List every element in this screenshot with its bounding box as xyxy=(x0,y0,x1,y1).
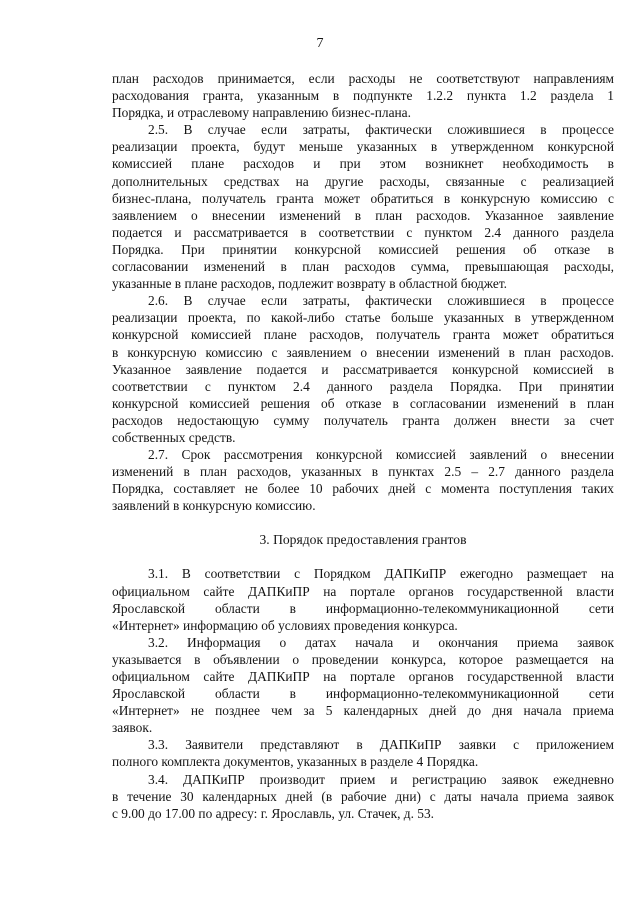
text-line: в конкурсную комиссию с заявлением о внесении изменений в план расходов. xyxy=(112,344,614,360)
text-line: заявлений в конкурсную комиссию. xyxy=(112,498,316,514)
text-line: конкурсной комиссией решения об отказе в согласовании изменений в план xyxy=(112,395,614,411)
text-line: «Интернет» не позднее чем за 5 календарных дней до дня начала приема xyxy=(112,703,614,719)
paragraph-3-2 xyxy=(112,634,614,737)
text-line: план расходов принимается, если расходы не соответствуют направлениям xyxy=(112,71,614,86)
document-body xyxy=(112,70,614,822)
text-line: заявок. xyxy=(112,720,153,736)
text-line: соответствии с пунктом 2.4 данного раздела Порядка. При принятии xyxy=(112,378,614,394)
paragraph-2-5 xyxy=(112,121,614,292)
text-line: официальном сайте ДАПКиПР на портале органов государственной власти xyxy=(112,669,614,684)
paragraph-continuation xyxy=(112,70,614,121)
text-line: согласовании изменений в план расходов сумма, превышающая расходы, xyxy=(112,259,614,275)
text-line: реализации проекта, будут меньше указанных в утвержденном конкурсной xyxy=(112,139,614,155)
text-line: Ярославской области в информационно-телекоммуникационной сети xyxy=(112,686,614,702)
text-line: указанные в плане расходов, подлежит возврату в областной бюджет. xyxy=(112,276,508,292)
text-line: собственных средств. xyxy=(112,429,236,445)
text-line: 2.6. В случае если затраты, фактически сложившиеся в процессе xyxy=(148,293,614,309)
text-line: Порядка, составляет не более 10 рабочих дней с момента поступления таких xyxy=(112,481,614,497)
paragraph-3-3 xyxy=(112,736,614,770)
text-line: 3.4. ДАПКиПР производит прием и регистрацию заявок ежедневно xyxy=(148,771,614,787)
text-line: с 9.00 до 17.00 по адресу: г. Ярославль, ул. Стачек, д. 53. xyxy=(112,805,435,821)
page-number: 7 xyxy=(316,36,324,51)
text-line: конкурсной комиссией плане расходов, получатель гранта может обратиться xyxy=(112,327,614,343)
text-line: Ярославской области в информационно-телекоммуникационной сети xyxy=(112,600,614,616)
text-line: 3.1. В соответствии с Порядком ДАПКиПР ежегодно размещает на xyxy=(148,566,614,582)
section-title: 3. Порядок предоставления грантов xyxy=(259,532,467,548)
text-line: указывается в объявлении о проведении конкурса, которое размещается на xyxy=(112,651,614,667)
paragraph-2-7 xyxy=(112,446,614,514)
text-line: официальном сайте ДАПКиПР на портале органов государственной власти xyxy=(112,583,614,599)
text-line: дополнительных средствах на другие расходы, связанные с реализацией xyxy=(112,173,614,189)
text-line: комиссией плане расходов и при этом возникнет необходимость в xyxy=(112,156,614,172)
text-line: Порядка. При принятии конкурсной комиссией решения об отказе в xyxy=(112,241,614,257)
text-line: в течение 30 календарных дней (в рабочие дни) с даты начала приема заявок xyxy=(112,788,614,804)
text-line: заявлением о внесении изменений в план расходов. Указанное заявление xyxy=(112,207,614,223)
paragraph-2-6 xyxy=(112,292,614,446)
paragraph-3-1 xyxy=(112,565,614,633)
text-line: Указанное заявление подается и рассматривается конкурсной комиссией в xyxy=(112,361,614,377)
text-line: расходов недостающую сумму получатель гранта должен внести за счет xyxy=(112,412,614,428)
text-line: 3.3. Заявители представляют в ДАПКиПР заявки с приложением xyxy=(148,737,614,753)
paragraph-3-4 xyxy=(112,771,614,822)
text-line: реализации проекта, по какой-либо статье больше указанных в утвержденном xyxy=(112,310,614,326)
text-line: «Интернет» информацию об условиях проведения конкурса. xyxy=(112,617,458,633)
text-line: полного комплекта документов, указанных в разделе 4 Порядка. xyxy=(112,754,479,770)
text-line: изменений в план расходов, указанных в пунктах 2.5 – 2.7 данного раздела xyxy=(112,464,614,480)
text-line: 3.2. Информация о датах начала и окончания приема заявок xyxy=(148,634,614,650)
text-line: Порядка, и отраслевому направлению бизнес-плана. xyxy=(112,105,411,121)
text-line: подается и рассматривается в соответствии с пунктом 2.4 данного раздела xyxy=(112,224,614,240)
text-line: 2.7. Срок рассмотрения конкурсной комиссией заявлений о внесении xyxy=(148,447,614,463)
text-line: бизнес-плана, получатель гранта может обратиться в конкурсную комиссию с xyxy=(112,190,614,206)
text-line: 2.5. В случае если затраты, фактически сложившиеся в процессе xyxy=(148,122,614,138)
text-line: расходования гранта, указанным в подпункте 1.2.2 пункта 1.2 раздела 1 xyxy=(112,88,614,104)
